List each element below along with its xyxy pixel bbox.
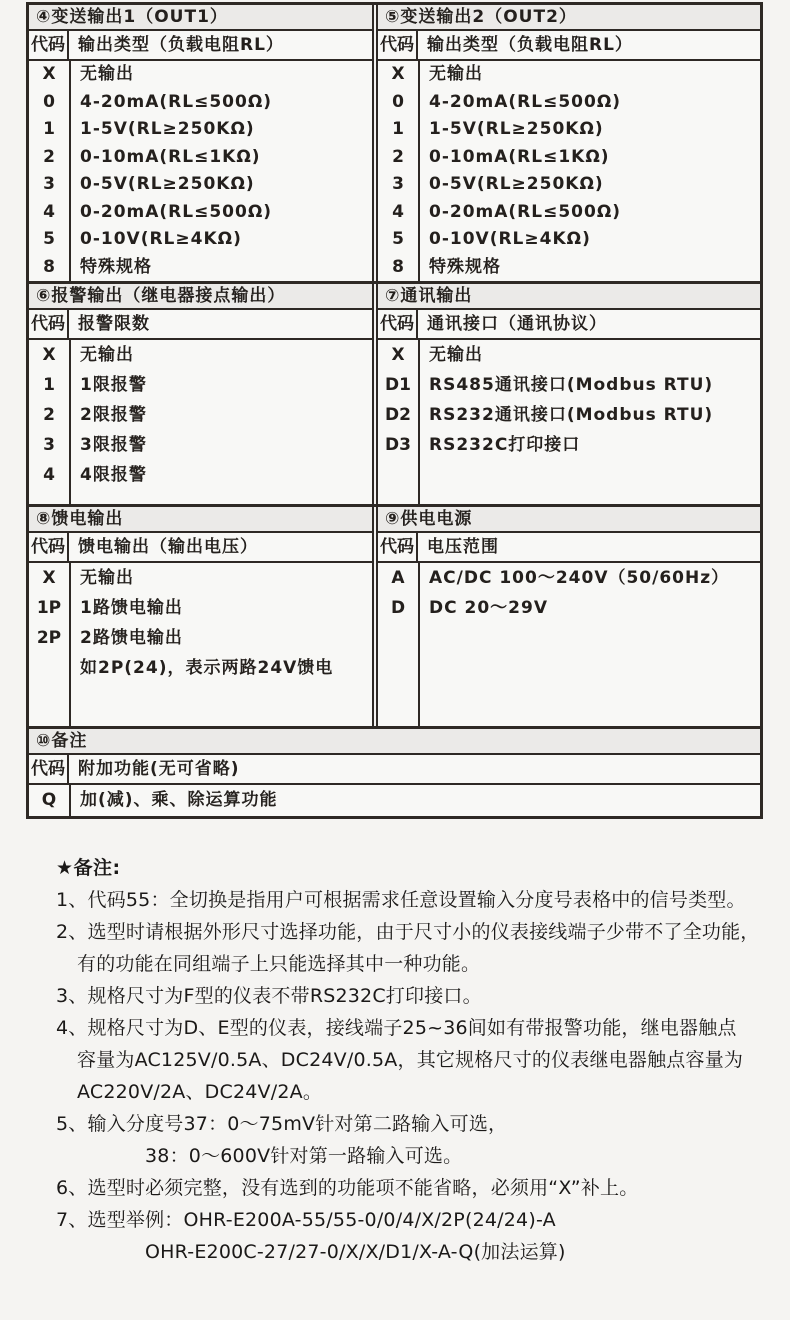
note-line: 2、选型时请根据外形尺寸选择功能，由于尺寸小的仪表接线端子少带不了全功能， [56, 921, 760, 943]
code-cell: Q [41, 790, 57, 810]
desc-cell: 0-20mA(RL≤500Ω) [429, 201, 622, 222]
table-row [29, 593, 372, 623]
table-row [378, 199, 760, 227]
desc-cell: 1-5V(RL≥250KΩ) [80, 119, 255, 139]
code-cell: 2P [36, 628, 62, 648]
code-cell: 8 [43, 256, 55, 277]
table-row [29, 623, 372, 653]
note-line: 3、规格尺寸为F型的仪表不带RS232C打印接口。 [56, 985, 482, 1007]
table-row [29, 370, 372, 400]
code-cell: 2 [43, 405, 55, 425]
desc-cell: 无输出 [80, 568, 134, 588]
table-row [29, 199, 372, 227]
code-cell: 1 [43, 375, 55, 395]
column-header-row [29, 533, 372, 563]
code-cell: 3 [43, 174, 55, 194]
table-row [378, 563, 760, 593]
section-feed [29, 507, 372, 726]
code-cell: X [42, 568, 56, 588]
notes-title: ★备注: [56, 857, 121, 879]
note-line: 4、规格尺寸为D、E型的仪表，接线端子25~36间如有带报警功能，继电器触点 [56, 1017, 737, 1039]
section-row-alarm-comm [29, 281, 760, 504]
column-header-row [29, 310, 372, 340]
section-row-feed-power [29, 504, 760, 726]
desc-column-header: 馈电输出（输出电压） [78, 537, 258, 557]
desc-cell: 0-10V(RL≥4KΩ) [80, 229, 242, 249]
section-alarm [29, 284, 372, 504]
table-row [378, 593, 760, 623]
code-column-header: 代码 [29, 31, 69, 59]
table-row [29, 785, 760, 816]
code-cell: 3 [392, 174, 404, 194]
code-cell: 4 [392, 201, 404, 222]
code-column-header: 代码 [378, 310, 418, 338]
table-row [378, 89, 760, 117]
table-row [29, 563, 372, 593]
desc-cell: RS485通讯接口(Modbus RTU) [429, 375, 714, 395]
table-row [378, 254, 760, 282]
table-row [378, 400, 760, 430]
table-row [29, 171, 372, 199]
desc-cell: 无输出 [429, 345, 483, 365]
section-remark-title: ⑩备注 [29, 729, 760, 755]
code-cell: 0 [43, 91, 55, 112]
desc-column-header: 附加功能(无可省略) [78, 759, 240, 779]
table-row [29, 144, 372, 172]
code-column-header: 代码 [378, 31, 418, 59]
section-out1-title: ④变送输出1（OUT1） [29, 5, 372, 31]
section-remark [29, 729, 760, 816]
model-selection-table [26, 2, 763, 819]
table-body [29, 563, 372, 726]
code-cell [29, 653, 69, 683]
desc-cell: 加(减)、乘、除运算功能 [80, 790, 278, 810]
table-body [29, 61, 372, 281]
desc-cell: AC/DC 100～240V（50/60Hz） [429, 568, 730, 588]
code-cell: D2 [385, 405, 411, 425]
code-cell: 2 [392, 146, 404, 167]
section-power [378, 507, 760, 726]
desc-cell: 0-5V(RL≥250KΩ) [80, 174, 255, 194]
desc-cell: 4-20mA(RL≤500Ω) [80, 91, 273, 112]
desc-cell: 0-10mA(RL≤1KΩ) [80, 146, 261, 167]
code-column-header: 代码 [29, 310, 69, 338]
note-line: OHR-E200C-27/27-0/X/X/D1/X-A-Q(加法运算) [145, 1241, 566, 1263]
table-row [29, 61, 372, 89]
desc-cell: 0-5V(RL≥250KΩ) [429, 174, 604, 194]
table-body [29, 340, 372, 504]
desc-column-header: 电压范围 [427, 537, 499, 557]
table-body [378, 340, 760, 504]
table-row [29, 254, 372, 282]
table-row [29, 653, 372, 683]
table-row [29, 89, 372, 117]
table-row [29, 226, 372, 254]
desc-cell: 2路馈电输出 [80, 628, 183, 648]
desc-column-header: 报警限数 [78, 314, 150, 334]
desc-column-header: 输出类型（负载电阻RL） [78, 35, 284, 55]
desc-cell: RS232通讯接口(Modbus RTU) [429, 405, 714, 425]
note-line: 5、输入分度号37：0～75mV针对第二路输入可选， [56, 1113, 508, 1135]
notes-list [56, 884, 760, 1268]
table-row [378, 61, 760, 89]
section-alarm-title: ⑥报警输出（继电器接点输出） [29, 284, 372, 310]
desc-cell: 0-10V(RL≥4KΩ) [429, 229, 591, 249]
section-feed-title: ⑧馈电输出 [29, 507, 372, 533]
note-line: 有的功能在同组端子上只能选择其中一种功能。 [77, 953, 481, 975]
desc-column-header: 输出类型（负载电阻RL） [427, 35, 633, 55]
code-cell: 3 [43, 435, 55, 455]
note-line: 容量为AC125V/0.5A、DC24V/0.5A，其它规格尺寸的仪表继电器触点容量为 [77, 1049, 744, 1071]
desc-cell: 4限报警 [80, 465, 147, 485]
code-cell: D3 [385, 435, 411, 455]
table-body [378, 563, 760, 726]
column-header-row [378, 31, 760, 61]
desc-cell: 1-5V(RL≥250KΩ) [429, 119, 604, 139]
code-cell: 1P [36, 598, 62, 618]
code-cell: 2 [43, 146, 55, 167]
code-column-header: 代码 [29, 755, 69, 783]
section-out2-title: ⑤变送输出2（OUT2） [378, 5, 760, 31]
column-header-row [378, 310, 760, 340]
desc-cell: 0-10mA(RL≤1KΩ) [429, 146, 610, 167]
section-row-transmit-outputs [29, 5, 760, 281]
desc-cell: 无输出 [80, 345, 134, 365]
code-cell: 5 [392, 229, 404, 249]
note-line: 38：0～600V针对第一路输入可选。 [145, 1145, 463, 1167]
note-line: 1、代码55：全切换是指用户可根据需求任意设置输入分度号表格中的信号类型。 [56, 889, 746, 911]
notes-block [56, 852, 760, 1268]
code-cell: 0 [392, 91, 404, 112]
code-cell: 4 [43, 465, 55, 485]
code-cell: A [391, 568, 405, 588]
table-row [378, 116, 760, 144]
desc-cell: RS232C打印接口 [429, 435, 581, 455]
table-row [29, 460, 372, 490]
desc-cell: 特殊规格 [429, 256, 501, 277]
section-out1 [29, 5, 372, 281]
code-cell: 1 [392, 119, 404, 139]
desc-cell: 无输出 [429, 64, 483, 84]
code-cell: X [42, 345, 56, 365]
code-column-header: 代码 [378, 533, 418, 561]
code-cell: D [390, 598, 406, 618]
desc-column-header: 通讯接口（通讯协议） [427, 314, 607, 334]
code-cell: 1 [43, 119, 55, 139]
code-cell: X [391, 64, 405, 84]
desc-cell: 无输出 [80, 64, 134, 84]
table-row [29, 430, 372, 460]
code-cell: 8 [392, 256, 404, 277]
code-column-header: 代码 [29, 533, 69, 561]
code-cell: D1 [385, 375, 411, 395]
table-row [378, 430, 760, 460]
table-row [378, 171, 760, 199]
desc-cell: 2限报警 [80, 405, 147, 425]
desc-cell: 1路馈电输出 [80, 598, 183, 618]
table-body [378, 61, 760, 281]
table-row [29, 116, 372, 144]
code-cell: X [391, 345, 405, 365]
section-power-title: ⑨供电电源 [378, 507, 760, 533]
table-body [29, 785, 760, 816]
desc-cell: 0-20mA(RL≤500Ω) [80, 201, 273, 222]
code-cell: X [42, 64, 56, 84]
code-cell: 4 [43, 201, 55, 222]
desc-cell: 1限报警 [80, 375, 147, 395]
desc-cell: 4-20mA(RL≤500Ω) [429, 91, 622, 112]
note-line: 6、选型时必须完整，没有选到的功能项不能省略，必须用“X”补上。 [56, 1177, 639, 1199]
desc-cell: 如2P(24)，表示两路24V馈电 [80, 658, 334, 678]
desc-cell: DC 20～29V [429, 598, 548, 618]
section-comm [378, 284, 760, 504]
table-row [378, 144, 760, 172]
table-row [378, 226, 760, 254]
column-header-row [378, 533, 760, 563]
code-cell: 5 [43, 229, 55, 249]
table-row [29, 400, 372, 430]
note-line: AC220V/2A、DC24V/2A。 [77, 1081, 323, 1103]
table-row [378, 340, 760, 370]
section-out2 [378, 5, 760, 281]
section-row-remark [29, 726, 760, 816]
table-row [378, 370, 760, 400]
table-row [29, 340, 372, 370]
section-comm-title: ⑦通讯输出 [378, 284, 760, 310]
desc-cell: 3限报警 [80, 435, 147, 455]
column-header-row [29, 755, 760, 785]
column-header-row [29, 31, 372, 61]
desc-cell: 特殊规格 [80, 256, 152, 277]
note-line: 7、选型举例：OHR-E200A-55/55-0/0/4/X/2P(24/24)-A [56, 1209, 556, 1231]
